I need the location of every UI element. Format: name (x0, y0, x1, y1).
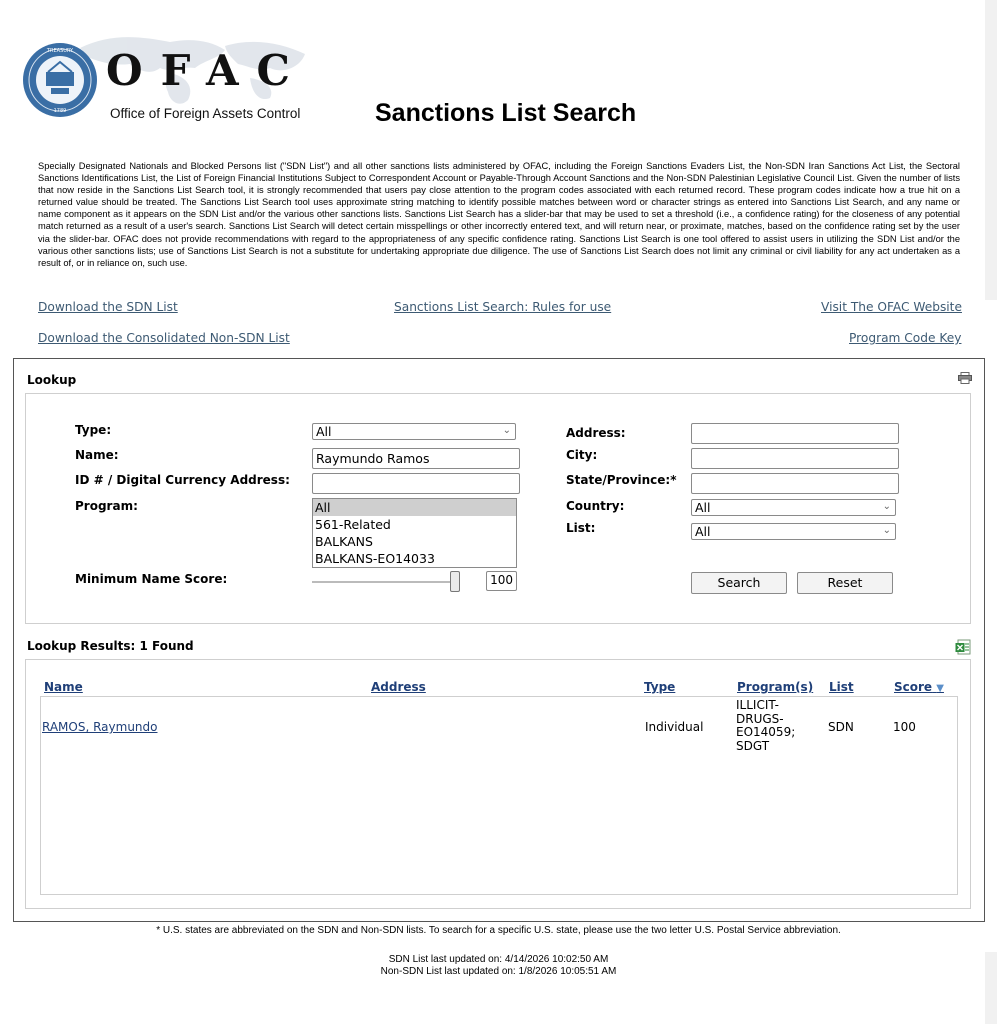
state-abbreviation-note: * U.S. states are abbreviated on the SDN and Non-SDN lists. To search for a specific U.S. state, please use the two letter U.S. Postal Service abbreviation. (156, 925, 841, 936)
address-input[interactable] (691, 423, 899, 444)
results-body (40, 696, 958, 895)
chevron-down-icon: ⌄ (882, 501, 891, 512)
results-table (25, 659, 971, 909)
treasury-seal-icon (22, 42, 98, 118)
excel-export-icon[interactable] (955, 639, 971, 655)
program-option[interactable]: All (313, 499, 516, 516)
svg-text:1789: 1789 (53, 108, 67, 114)
page-title: Sanctions List Search (375, 99, 637, 127)
program-code-key-link[interactable]: Program Code Key (849, 331, 962, 345)
result-programs (736, 699, 795, 753)
country-select[interactable] (691, 499, 896, 516)
sdn-last-updated: SDN List last updated on: 4/14/2026 10:02:50 AM (388, 954, 609, 965)
result-type: Individual (645, 720, 704, 734)
printer-icon[interactable] (958, 372, 972, 384)
rules-for-use-link[interactable]: Sanctions List Search: Rules for use (394, 300, 612, 314)
result-program-line: EO14059; (736, 725, 796, 739)
search-panel (13, 358, 985, 922)
page-edge-shade (985, 0, 997, 300)
program-option[interactable]: BALKANS-EO14033 (315, 551, 435, 566)
result-program-line: DRUGS- (736, 711, 784, 726)
result-list: SDN (828, 720, 854, 734)
result-program-line: ILLICIT- (736, 698, 779, 712)
min-score-label: Minimum Name Score: (75, 572, 228, 586)
result-score: 100 (893, 720, 916, 734)
country-select-value: All (695, 500, 711, 515)
col-header-name[interactable]: Name (44, 680, 83, 694)
download-sdn-link[interactable]: Download the SDN List (38, 300, 178, 314)
address-label: Address: (566, 426, 626, 440)
visit-ofac-link[interactable]: Visit The OFAC Website (821, 300, 962, 314)
min-score-slider-track[interactable] (312, 581, 460, 583)
result-name-link[interactable]: RAMOS, Raymundo (42, 720, 158, 734)
name-input[interactable]: Raymundo Ramos (312, 448, 520, 469)
col-header-list[interactable]: List (829, 680, 854, 694)
program-label: Program: (75, 499, 138, 513)
min-score-slider-thumb[interactable] (450, 571, 460, 592)
results-title: Lookup Results: 1 Found (27, 639, 194, 653)
name-label: Name: (75, 448, 119, 462)
type-select-value: All (316, 424, 332, 439)
col-header-score[interactable] (894, 680, 944, 694)
result-program-line: SDGT (736, 738, 770, 753)
program-option[interactable]: BALKANS (315, 534, 373, 549)
col-header-score-label: Score (894, 680, 933, 694)
program-option[interactable]: 561-Related (315, 517, 391, 532)
reset-button[interactable]: Reset (797, 572, 893, 594)
chevron-down-icon: ⌄ (502, 425, 511, 436)
download-consolidated-link[interactable]: Download the Consolidated Non-SDN List (38, 331, 290, 345)
sort-desc-icon: ▼ (936, 683, 944, 694)
country-label: Country: (566, 499, 625, 513)
col-header-type[interactable]: Type (644, 680, 676, 694)
type-label: Type: (75, 423, 112, 437)
city-input[interactable] (691, 448, 899, 469)
intro-disclaimer: Specially Designated Nationals and Blocked Persons list ("SDN List") and all other sanctions lists administered by OFAC, including the Foreign Sanctions Evaders List, the Non-SDN Iran Sanctions Act List, the Sectoral Sanctions Identifications List, the List of Foreign Financial Institutions Subject to Correspondent Account or Payable-Through Account Sanctions and the Non-SDN Palestinian Legislative Council List. Given the number of lists that now reside in the Sanctions List Search tool, it is strongly recommended that users pay close attention to the program codes associated with each returned record. These program codes indicate how a true hit on a returned value should be treated. The Sanctions List Search tool uses approximate string matching to identify possible matches between word or character strings as entered into Sanctions List Search, and any name or name component as it appears on the SDN List and/or the various other sanctions lists. Sanctions List Search has a slider-bar that may be used to set a threshold (i.e., a confidence rating) for the closeness of any potential match returned as a result of a user's search. Sanctions List Search will detect certain misspellings or other incorrectly entered text, and will return near, or proximate, matches, based on the confidence rating set by the user via the slider-bar. OFAC does not provide recommendations with regard to the appropriateness of any specific confidence rating. Sanctions List Search is one tool offered to assist users in utilizing the SDN List and/or the various other sanctions lists; use of Sanctions List Search is not a substitute for undertaking appropriate due diligence. The use of Sanctions List Search does not limit any criminal or civil liability for any act undertaken as a result of, or in reliance on, such use. (38, 161, 960, 268)
search-button[interactable]: Search (691, 572, 787, 594)
min-score-input[interactable]: 100 (486, 571, 517, 591)
list-label: List: (566, 521, 596, 535)
nonsdn-last-updated: Non-SDN List last updated on: 1/8/2026 10:05:51 AM (380, 966, 617, 977)
logo-subtitle: Office of Foreign Assets Control (110, 106, 301, 121)
list-select[interactable] (691, 523, 896, 540)
logo-letters: OFAC (106, 46, 308, 95)
state-input[interactable] (691, 473, 899, 494)
state-label: State/Province:* (566, 473, 677, 487)
chevron-down-icon: ⌄ (882, 525, 891, 536)
id-label: ID # / Digital Currency Address: (75, 473, 290, 487)
col-header-programs[interactable]: Program(s) (737, 680, 814, 694)
svg-text:TREASURY: TREASURY (46, 48, 74, 54)
type-select[interactable] (312, 423, 516, 440)
col-header-address[interactable]: Address (371, 680, 426, 694)
list-select-value: All (695, 524, 711, 539)
lookup-form (25, 393, 971, 624)
city-label: City: (566, 448, 598, 462)
lookup-title: Lookup (27, 373, 77, 387)
ofac-logo[interactable] (20, 28, 320, 128)
id-input[interactable] (312, 473, 520, 494)
program-listbox[interactable] (312, 498, 517, 568)
